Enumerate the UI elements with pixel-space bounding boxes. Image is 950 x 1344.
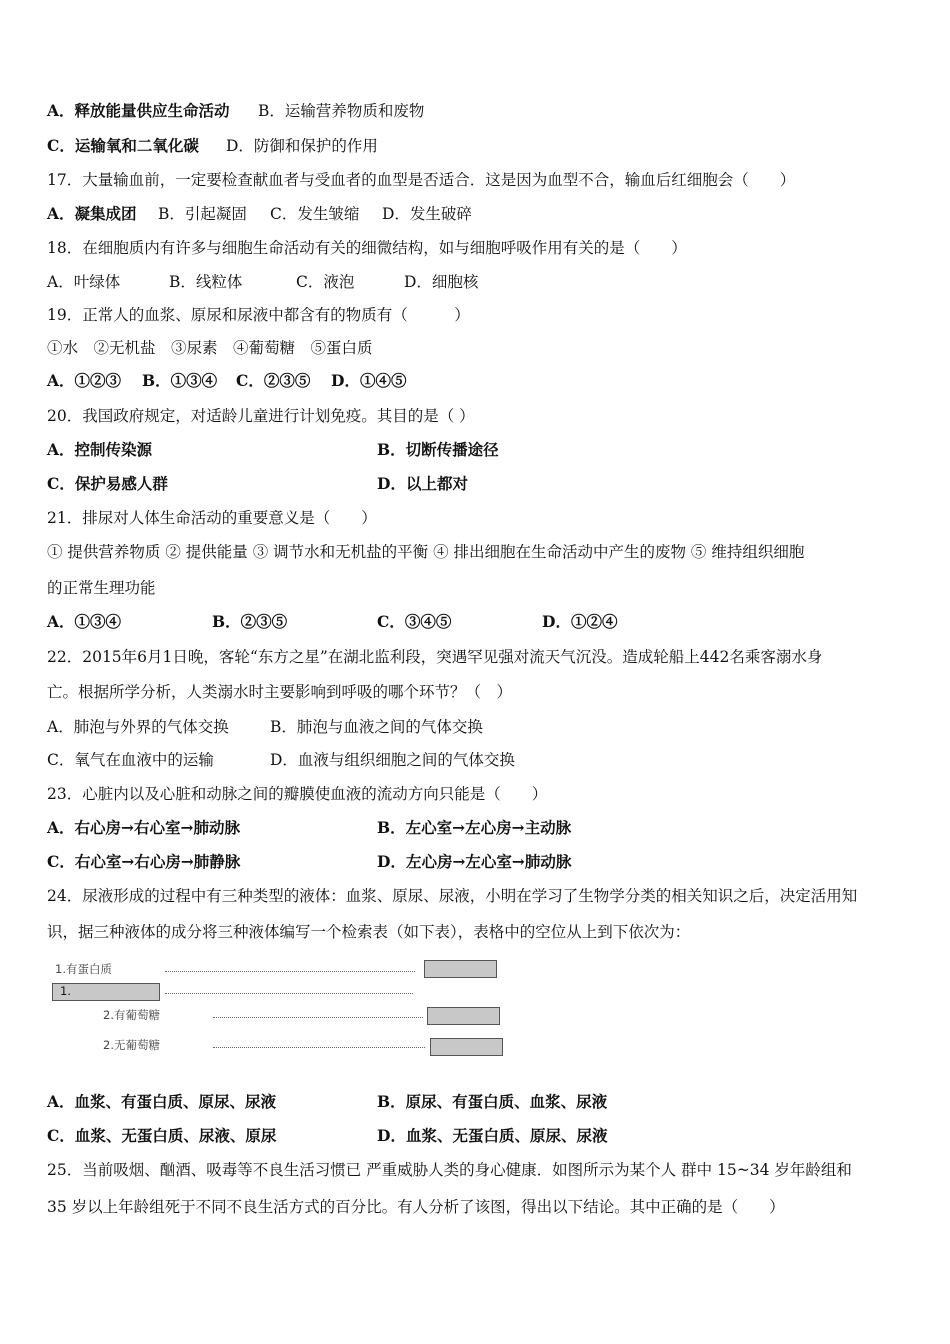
q16-option-c: C．运输氧和二氧化碳 [47,136,199,155]
key-row-4: 2.无葡萄糖 [103,1038,160,1052]
q20-option-d: D．以上都对 [377,474,468,493]
q24-stem-line1: 24．尿液形成的过程中有三种类型的液体：血浆、原尿、尿液，小明在学习了生物学分类的相关知识之后，决定活用知 [47,887,858,905]
q17-option-c: C．发生皱缩 [270,205,360,223]
q16-option-b: B．运输营养物质和废物 [258,102,425,120]
q16-option-d: D．防御和保护的作用 [226,137,378,155]
q19-stem: 19．正常人的血浆、原尿和尿液中都含有的物质有（ ） [47,306,470,324]
q18-stem: 18．在细胞质内有许多与细胞生命活动有关的细微结构，如与细胞呼吸作用有关的是（ ） [47,239,687,257]
q18-option-a: A．叶绿体 [47,273,121,291]
q24-option-d: D．血浆、无蛋白质、原尿、尿液 [377,1126,608,1145]
q23-option-b: B．左心室→左心房→主动脉 [377,818,572,837]
q23-option-a: A．右心房→右心室→肺动脉 [47,818,241,837]
q24-option-c: C．血浆、无蛋白质、尿液、原尿 [47,1126,277,1145]
key-dots-2 [165,993,413,994]
q19-option-b: B．①③④ [142,371,218,390]
q21-stem: 21．排尿对人体生命活动的重要意义是（ ） [47,509,377,527]
q18-option-d: D．细胞核 [404,273,479,291]
key-row-1: 1.有蛋白质 [55,962,112,976]
key-dots-4 [213,1047,425,1048]
q19-option-d: D．①④⑤ [331,371,407,390]
q22-option-b: B．肺泡与血液之间的气体交换 [270,718,483,736]
q23-option-d: D．左心房→左心室→肺动脉 [377,852,572,871]
q19-option-a: A．①②③ [47,371,122,390]
q17-option-d: D．发生破碎 [382,205,472,223]
q22-stem-line1: 22．2015年6月1日晚，客轮“东方之星”在湖北监利段，突遇罕见强对流天气沉没。造成轮船上442名乘客溺水身 [47,648,823,666]
q21-option-a: A．①③④ [47,612,122,631]
q22-option-a: A．肺泡与外界的气体交换 [47,718,229,736]
q24-option-b: B．原尿、有蛋白质、血浆、尿液 [377,1092,608,1111]
q18-option-c: C．液泡 [296,273,355,291]
q21-option-b: B．②③⑤ [212,612,288,631]
q21-option-c: C．③④⑤ [377,612,452,631]
q23-option-c: C．右心室→右心房→肺静脉 [47,852,241,871]
q18-option-b: B．线粒体 [169,273,243,291]
q16-option-a: A．释放能量供应生命活动 [47,101,230,120]
q21-items-line2: 的正常生理功能 [47,579,156,597]
key-dots-3 [213,1017,423,1018]
q22-stem-line2: 亡。根据所学分析，人类溺水时主要影响到呼吸的哪个环节？（ ） [47,683,513,701]
q24-option-a: A．血浆、有蛋白质、原尿、尿液 [47,1092,277,1111]
q20-option-a: A．控制传染源 [47,440,153,459]
q23-stem: 23．心脏内以及心脏和动脉之间的瓣膜使血液的流动方向只能是（ ） [47,785,548,803]
q25-stem-line1: 25．当前吸烟、酗酒、吸毒等不良生活习惯已 严重威胁人类的身心健康．如图所示为某个人 群中 15~34 岁年龄组和 [47,1161,852,1179]
q17-option-b: B．引起凝固 [158,205,247,223]
q20-stem: 20．我国政府规定，对适龄儿童进行计划免疫。其目的是（ ） [47,407,475,425]
key-blank-3 [427,1007,500,1025]
q19-items: ①水 ②无机盐 ③尿素 ④葡萄糖 ⑤蛋白质 [47,339,373,357]
q25-stem-line2: 35 岁以上年龄组死于不同不良生活方式的百分比。有人分析了该图，得出以下结论。其中正确的是（ ） [47,1198,785,1216]
q17-option-a: A．凝集成团 [47,204,137,223]
key-dots-1 [165,971,415,972]
q19-option-c: C．②③⑤ [236,371,311,390]
key-blank-1 [424,960,497,978]
key-blank-4 [430,1038,503,1056]
q22-option-d: D．血液与组织细胞之间的气体交换 [270,751,515,769]
q22-option-c: C．氧气在血液中的运输 [47,751,214,769]
q21-items-line1: ① 提供营养物质 ② 提供能量 ③ 调节水和无机盐的平衡 ④ 排出细胞在生命活动中产生的废物 ⑤ 维持组织细胞 [47,543,805,561]
q21-option-d: D．①②④ [542,612,618,631]
key-row-2: 1. [60,984,71,998]
q24-stem-line2: 识，据三种液体的成分将三种液体编写一个检索表（如下表），表格中的空位从上到下依次为： [47,923,691,941]
key-row-3: 2.有葡萄糖 [103,1008,160,1022]
q20-option-c: C．保护易感人群 [47,474,168,493]
q17-stem: 17．大量输血前，一定要检查献血者与受血者的血型是否适合．这是因为血型不合，输血后红细胞会（ ） [47,171,796,189]
q20-option-b: B．切断传播途径 [377,440,499,459]
